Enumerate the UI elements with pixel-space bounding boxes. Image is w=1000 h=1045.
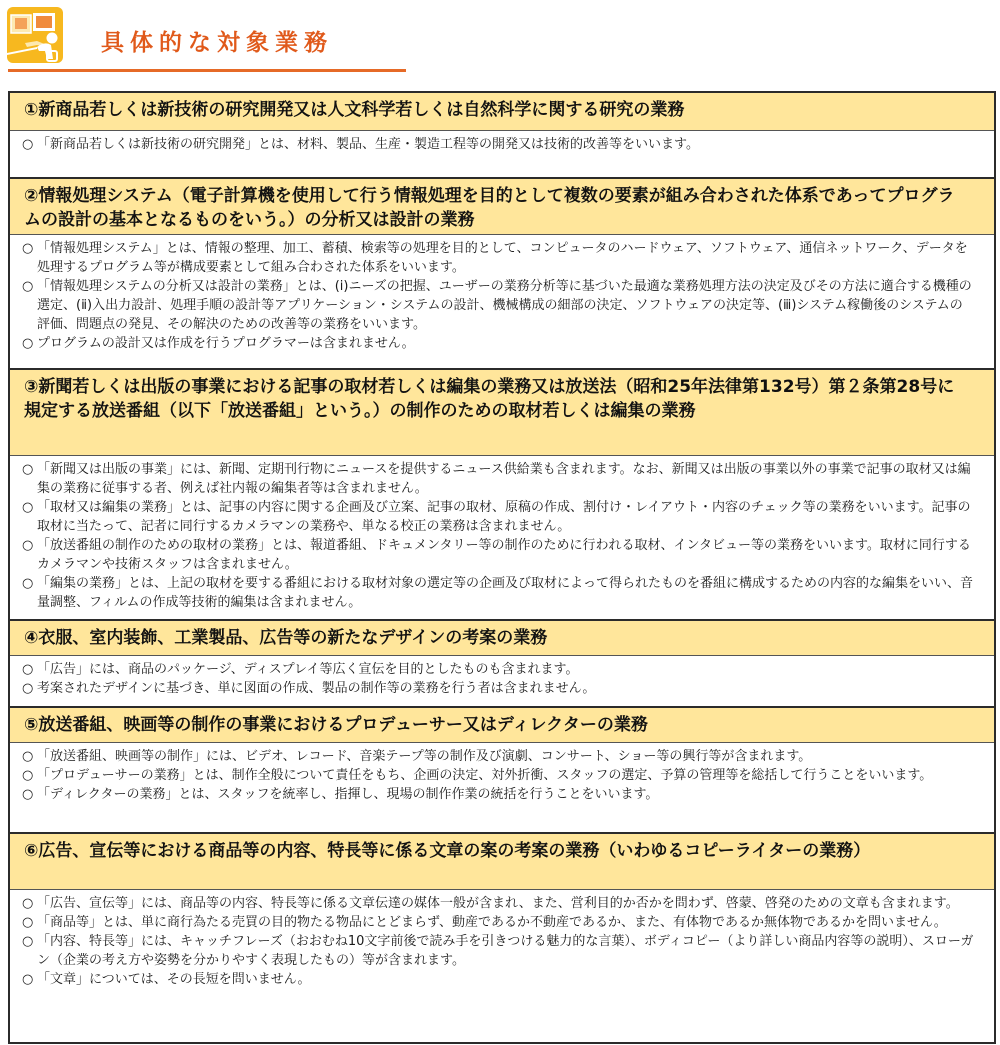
circle-bullet-icon: ○ (22, 279, 34, 294)
list-item (22, 498, 974, 536)
circle-bullet-icon: ○ (22, 336, 34, 351)
list-item (22, 660, 974, 679)
list-item (22, 679, 974, 698)
list-item (22, 785, 974, 804)
circle-bullet-icon: ○ (22, 681, 34, 696)
item-text: 「新商品若しくは新技術の研究開発」とは、材料、製品、生産・製造工程等の開発又は技術的改善等をいいます。 (37, 137, 699, 152)
item-text: 「広告」には、商品のパッケージ、ディスプレイ等広く宣伝を目的としたものも含まれます。 (37, 662, 579, 677)
section-heading: ⑤放送番組、映画等の制作の事業におけるプロデューサー又はディレクターの業務 (10, 706, 994, 743)
list-item (22, 277, 974, 334)
list-item (22, 334, 974, 353)
list-item (22, 536, 974, 574)
item-text: 「商品等」とは、単に商行為たる売買の目的物たる物品にとどまらず、動産であるか不動産であるか、また、有体物であるか無体物であるかを問いません。 (37, 915, 947, 930)
circle-bullet-icon: ○ (22, 137, 34, 152)
section-body (10, 890, 994, 1042)
list-item (22, 932, 974, 970)
list-item (22, 970, 974, 989)
circle-bullet-icon: ○ (22, 749, 34, 764)
circle-bullet-icon: ○ (22, 972, 34, 987)
list-item (22, 894, 974, 913)
page-header (0, 0, 420, 80)
item-text: プログラムの設計又は作成を行うプログラマーは含まれません。 (37, 336, 415, 351)
computer-worker-icon (7, 7, 63, 63)
circle-bullet-icon: ○ (22, 500, 34, 515)
list-item (22, 460, 974, 498)
circle-bullet-icon: ○ (22, 662, 34, 677)
item-text: 「ディレクターの業務」とは、スタッフを統率し、指揮し、現場の制作作業の統括を行うことをいいます。 (37, 787, 659, 802)
list-item (22, 913, 974, 932)
circle-bullet-icon: ○ (22, 915, 34, 930)
list-item (22, 574, 974, 612)
item-text: 「情報処理システム」とは、情報の整理、加工、蓄積、検索等の処理を目的として、コンピュータのハードウェア、ソフトウェア、通信ネットワーク、データを処理するプログラム等が構成要素として組み合わされた体系をいいます。 (37, 241, 968, 275)
section-body (10, 656, 994, 706)
business-list (8, 91, 996, 1044)
list-item (22, 239, 974, 277)
title-underline (8, 69, 406, 72)
section-heading: ④衣服、室内装飾、工業製品、広告等の新たなデザインの考案の業務 (10, 619, 994, 656)
section-heading: ③新聞若しくは出版の事業における記事の取材若しくは編集の業務又は放送法（昭和25年法律第132号）第２条第28号に規定する放送番組（以下「放送番組」という。）の制作のための取材若しくは編集の業務 (10, 368, 994, 456)
item-text: 「取材又は編集の業務」とは、記事の内容に関する企画及び立案、記事の取材、原稿の作成、割付け・レイアウト・内容のチェック等の業務をいいます。記事の取材に当たって、記者に同行するカメラマンの業務や、単なる校正の業務は含まれません。 (37, 500, 971, 534)
item-text: 考案されたデザインに基づき、単に図面の作成、製品の制作等の業務を行う者は含まれません。 (37, 681, 596, 696)
circle-bullet-icon: ○ (22, 241, 34, 256)
section-body (10, 235, 994, 368)
circle-bullet-icon: ○ (22, 538, 34, 553)
item-text: 「新聞又は出版の事業」には、新聞、定期刊行物にニュースを提供するニュース供給業も含まれます。なお、新聞又は出版の事業以外の事業で記事の取材又は編集の業務に従事する者、例えば社内報の編集者等は含まれません。 (37, 462, 971, 496)
item-text: 「内容、特長等」には、キャッチフレーズ（おおむね10文字前後で読み手を引きつける魅力的な言葉）、ボディコピー（より詳しい商品内容等の説明）、スローガン（企業の考え方や姿勢を分かりやすく表現したもの）等が含まれます。 (37, 934, 974, 968)
item-text: 「文章」については、その長短を問いません。 (37, 972, 311, 987)
item-text: 「広告、宣伝等」には、商品等の内容、特長等に係る文章伝達の媒体一般が含まれ、また、営利目的か否かを問わず、啓蒙、啓発のための文章も含まれます。 (37, 896, 959, 911)
section-heading: ①新商品若しくは新技術の研究開発又は人文科学若しくは自然科学に関する研究の業務 (10, 91, 994, 131)
page-title: 具体的な対象業務 (101, 30, 333, 56)
circle-bullet-icon: ○ (22, 462, 34, 477)
section-body (10, 456, 994, 619)
section-body (10, 743, 994, 832)
section-body (10, 131, 994, 177)
list-item (22, 747, 974, 766)
item-text: 「情報処理システムの分析又は設計の業務」とは、(ⅰ)ニーズの把握、ユーザーの業務分析等に基づいた最適な業務処理方法の決定及びその方法に適合する機種の選定、(ⅱ)入出力設計、処理手順の設計等アプリケーション・システムの設計、機械構成の細部の決定、ソフトウェアの決定等、(ⅲ)システム稼働後のシステムの評価、問題点の発見、その解決のための改善等の業務をいいます。 (37, 279, 972, 332)
item-text: 「放送番組の制作のための取材の業務」とは、報道番組、ドキュメンタリー等の制作のために行われる取材、インタビュー等の業務をいいます。取材に同行するカメラマンや技術スタッフは含まれません。 (37, 538, 971, 572)
circle-bullet-icon: ○ (22, 576, 34, 591)
item-text: 「編集の業務」とは、上記の取材を要する番組における取材対象の選定等の企画及び取材によって得られたものを番組に構成するための内容的な編集をいい、音量調整、フィルムの作成等技術的編集は含まれません。 (37, 576, 974, 610)
circle-bullet-icon: ○ (22, 768, 34, 783)
item-text: 「放送番組、映画等の制作」には、ビデオ、レコード、音楽テープ等の制作及び演劇、コンサート、ショー等の興行等が含まれます。 (37, 749, 812, 764)
circle-bullet-icon: ○ (22, 896, 34, 911)
circle-bullet-icon: ○ (22, 787, 34, 802)
item-text: 「プロデューサーの業務」とは、制作全般について責任をもち、企画の決定、対外折衝、スタッフの選定、予算の管理等を総括して行うことをいいます。 (37, 768, 933, 783)
list-item (22, 766, 974, 785)
section-heading: ②情報処理システム（電子計算機を使用して行う情報処理を目的として複数の要素が組み合わされた体系であってプログラムの設計の基本となるものをいう。）の分析又は設計の業務 (10, 177, 994, 235)
list-item (22, 135, 974, 154)
circle-bullet-icon: ○ (22, 934, 34, 949)
section-heading: ⑥広告、宣伝等における商品等の内容、特長等に係る文章の案の考案の業務（いわゆるコピーライターの業務） (10, 832, 994, 890)
